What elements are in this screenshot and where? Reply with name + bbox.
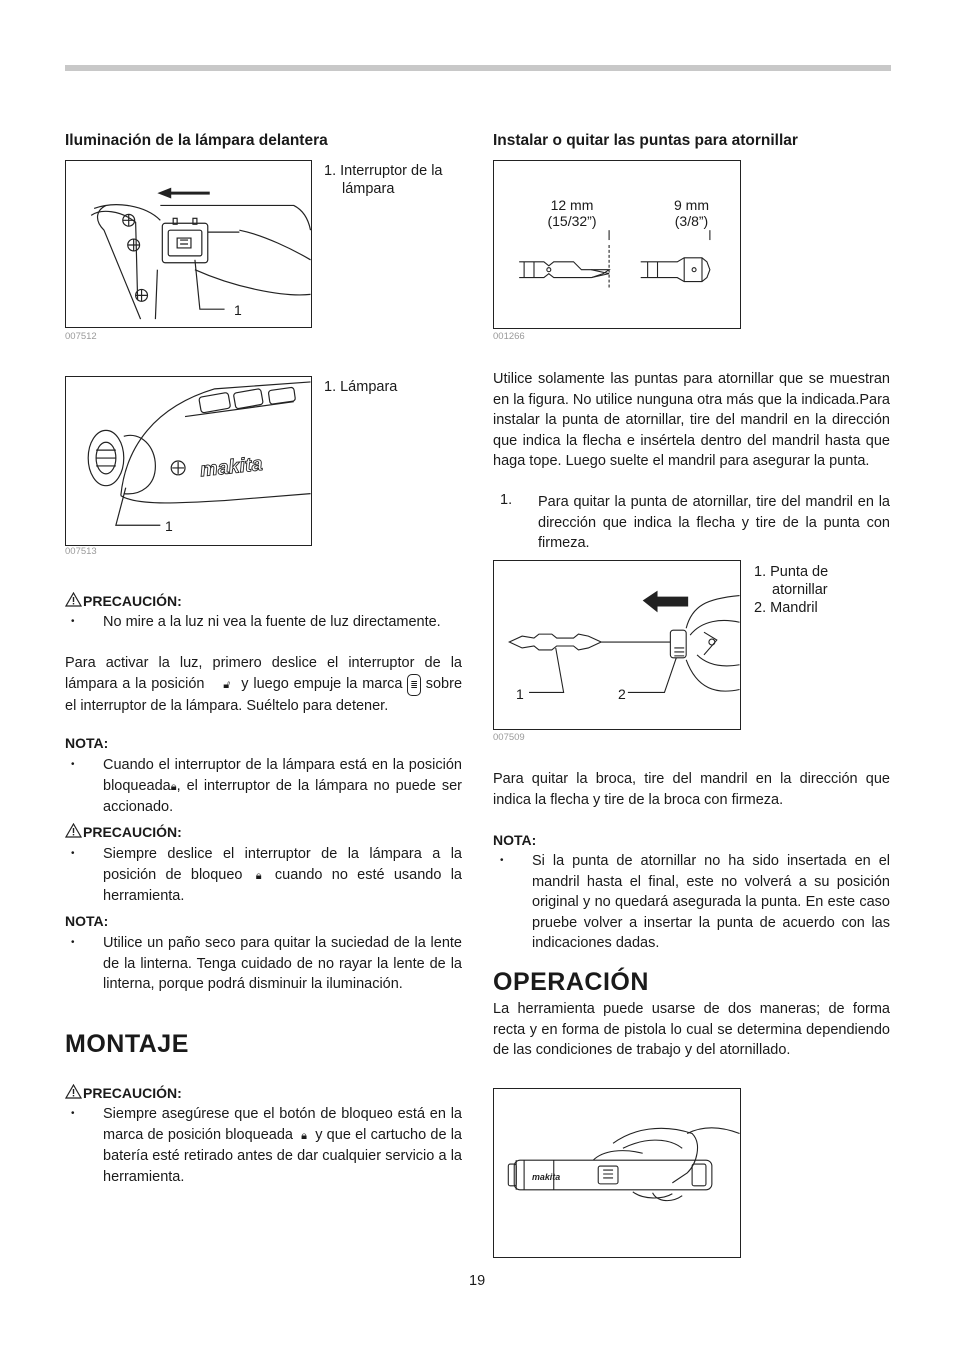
warning-icon xyxy=(65,823,82,838)
caution-label xyxy=(65,823,182,840)
fig1-caption-line2: lámpara xyxy=(342,181,395,197)
caution1-text: No mire a la luz ni vea la fuente de luz directamente. xyxy=(103,614,441,630)
dim-12mm xyxy=(532,197,612,229)
dim-9mm xyxy=(654,197,729,229)
caution-label xyxy=(65,592,182,609)
nota3-bullet: • Si la punta de atornillar no ha sido insertada en el mandril hasta el final, este no volverá a su posición original y no quedará asegurada la punta. En este caso pruebe volver a insertar la punta de acuerdo con las indicaciones dadas. xyxy=(500,853,890,952)
dim-9mm-value: 9 mm xyxy=(674,197,709,213)
caution-label-text: PRECAUCIÓN: xyxy=(83,1085,182,1101)
nota1-text-b: , el interruptor de la lámpara no puede ser accionado. xyxy=(103,777,462,816)
page-number: 19 xyxy=(469,1273,486,1289)
nota2-text: Utilice un paño seco para quitar la suciedad de la lente de la linterna. Tenga cuidado de no rayar la lente de la linterna, porque podrá disminuir la iluminación. xyxy=(103,935,462,993)
bits-heading: Instalar o quitar las puntas para atornillar xyxy=(493,132,798,149)
callout-1: 1 xyxy=(516,686,524,702)
fig4-caption xyxy=(754,563,828,617)
caution3-text-b: y que el cartucho de la batería esté retirado antes de dar cualquier servicio a la herramienta. xyxy=(103,1126,463,1185)
lock-icon: 🔒︎ xyxy=(170,780,177,793)
callout-1: 1 xyxy=(165,518,173,534)
lamp-heading: Iluminación de la lámpara delantera xyxy=(65,132,328,149)
caution2-bullet: • Siempre deslice el interruptor de la lámpara a la posición de bloqueo 🔒︎ cuando no esté usando la herramienta. xyxy=(71,846,462,905)
para-activate xyxy=(65,653,462,717)
dim-9mm-inch: (3/8”) xyxy=(674,213,709,229)
nota1-text-a: Cuando el interruptor de la lámpara está en la posición bloqueada xyxy=(103,757,462,794)
figure-bits xyxy=(493,160,741,329)
fig2-caption: 1. Lámpara xyxy=(324,379,398,395)
operation-illustration xyxy=(494,1089,740,1257)
brand-logo-small: makita xyxy=(532,1171,561,1182)
lamp-mark-icon: ≣ xyxy=(407,674,421,697)
fig2-code: 007513 xyxy=(65,546,97,557)
caution3-bullet: • Siempre asegúrese que el botón de bloqueo está en la marca de posición bloqueada 🔒︎ y que el cartucho de la batería esté retirado antes de dar cualquier servicio a la herramienta. xyxy=(71,1106,463,1185)
nota2-bullet: • Utilice un paño seco para quitar la suciedad de la lente de la linterna. Tenga cuidado de no rayar la lente de la linterna, porque podrá disminuir la iluminación. xyxy=(71,935,462,993)
fig1-caption xyxy=(324,162,443,198)
callout-2: 2 xyxy=(618,686,626,702)
nota-label: NOTA: xyxy=(65,735,109,751)
lock-icon: 🔒︎ xyxy=(255,869,262,882)
montaje-heading: MONTAJE xyxy=(65,1030,189,1058)
operacion-heading: OPERACIÓN xyxy=(493,968,649,996)
fig3-code: 001266 xyxy=(493,331,525,342)
lamp-illustration xyxy=(66,377,311,545)
step1-number: 1. xyxy=(500,492,513,508)
lock-icon: 🔒︎ xyxy=(301,1129,308,1142)
para-activate-t1: Para activar la luz, primero deslice el interruptor de la lámpara a la posición xyxy=(65,655,462,692)
caution3-text-a: Siempre asegúrese que el botón de bloqueo está en la marca de posición bloqueada xyxy=(103,1106,462,1143)
figure-operation xyxy=(493,1088,741,1258)
nota1-bullet: • Cuando el interruptor de la lámpara está en la posición bloqueada🔒︎, el interruptor de la lámpara no puede ser accionado. xyxy=(71,757,462,816)
warning-icon xyxy=(65,1084,82,1099)
dim-12mm-inch: (15/32”) xyxy=(547,213,597,229)
para-activate-t3: sobre el interruptor de la lámpara. Suéltelo para detener. xyxy=(65,675,463,715)
bits-illustration xyxy=(494,161,740,328)
caution-label xyxy=(65,1084,182,1101)
fig4-code: 007509 xyxy=(493,732,525,743)
caution2-text-b: cuando no esté usando la herramienta. xyxy=(103,866,462,905)
caution2-text-a: Siempre deslice el interruptor de la lámpara a la posición de bloqueo xyxy=(103,846,462,883)
header-rule xyxy=(65,65,891,71)
bit-removal-illustration xyxy=(494,561,740,729)
caution-label-text: PRECAUCIÓN: xyxy=(83,593,182,609)
para-drill: Para quitar la broca, tire del mandril en la dirección que indica la flecha y tire de la broca con firmeza. xyxy=(493,771,890,808)
nota-label: NOTA: xyxy=(65,913,109,929)
caution1-bullet: • No mire a la luz ni vea la fuente de luz directamente. xyxy=(71,614,441,630)
figure-lamp-switch xyxy=(65,160,312,328)
para-activate-t2: y luego empuje la marca xyxy=(241,675,403,692)
brand-logo: makita xyxy=(199,452,264,482)
fig4-caption-line3: 2. Mandril xyxy=(754,600,818,616)
step1-text: Para quitar la punta de atornillar, tire del mandril en la dirección que indica la flecha y tire de la punta con firmeza. xyxy=(538,494,890,552)
para-bits: Utilice solamente las puntas para atornillar que se muestran en la figura. No utilice nunguna otra más que la indicada.Para instalar la punta de atornillar, tire del mandril en la dirección que indica la flecha e insértela dentro del mandril hasta que haga tope. Luego suelte el mandril para asegurar la punta. xyxy=(493,371,890,470)
figure-bit-removal xyxy=(493,560,741,730)
nota3-text: Si la punta de atornillar no ha sido insertada en el mandril hasta el final, este no volverá a su posición original y no quedará asegurada la punta. En este caso pruebe volver a insertar la punta de acuerdo con las indicaciones dadas. xyxy=(532,853,890,952)
para-operation: La herramienta puede usarse de dos maneras; de forma recta y en forma de pistola lo cual se determina dependiendo de las condiciones de trabajo y del atornillado. xyxy=(493,1001,890,1059)
fig4-caption-line1: 1. Punta de xyxy=(754,564,829,580)
callout-1: 1 xyxy=(234,302,242,318)
caution-label-text: PRECAUCIÓN: xyxy=(83,824,182,840)
warning-icon xyxy=(65,592,82,607)
lamp-switch-illustration xyxy=(66,161,311,327)
fig1-caption-line1: 1. Interruptor de la xyxy=(324,163,443,179)
dim-12mm-value: 12 mm xyxy=(550,197,594,213)
figure-lamp xyxy=(65,376,312,546)
fig1-code: 007512 xyxy=(65,331,97,342)
unlock-icon: 🔓︎ xyxy=(223,678,231,691)
nota-label: NOTA: xyxy=(493,832,537,848)
fig4-caption-line2: atornillar xyxy=(772,582,828,598)
